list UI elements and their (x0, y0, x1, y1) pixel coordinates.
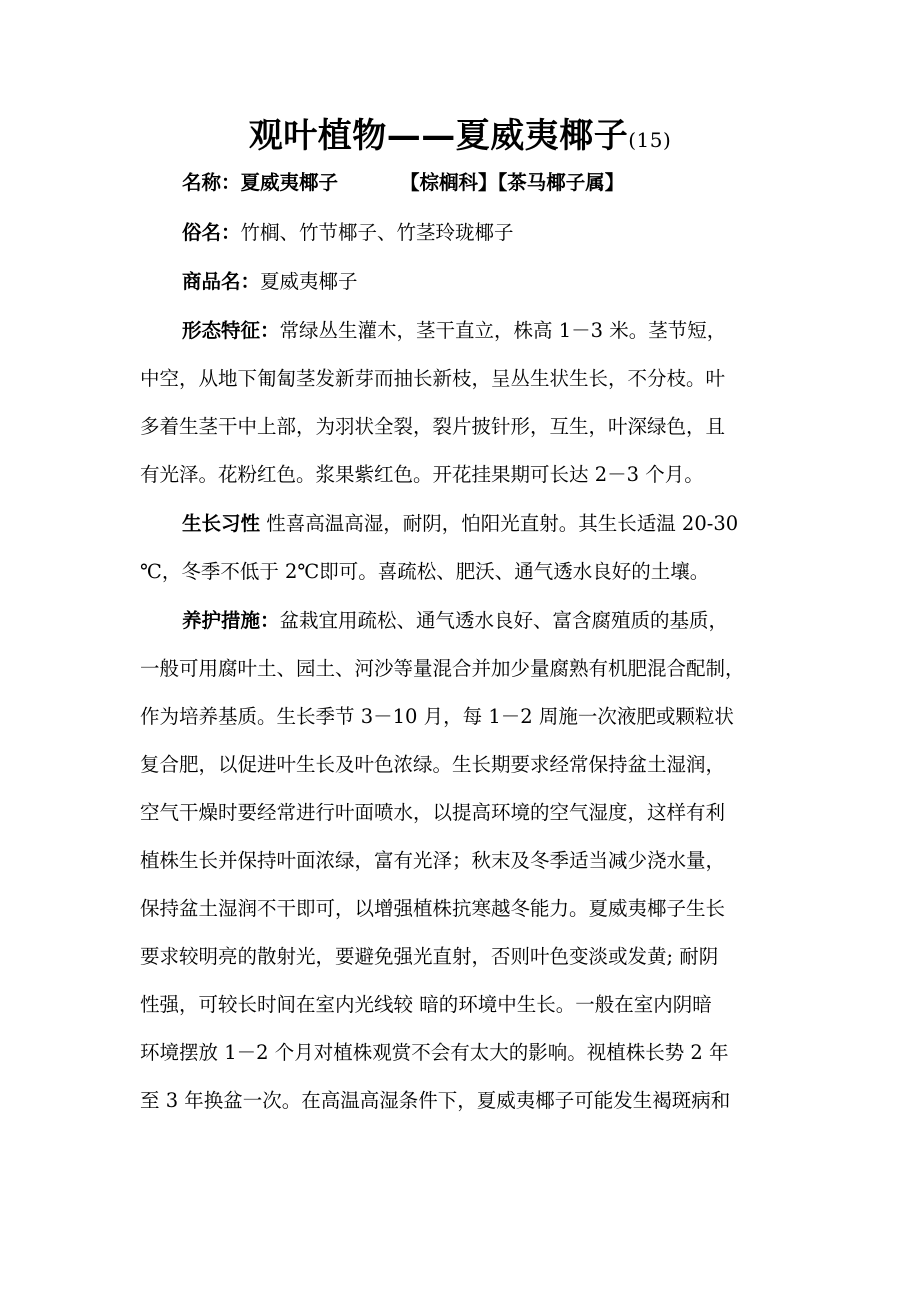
name-label: 名称： (182, 171, 241, 194)
paragraph-line: 保持盆土湿润不干即可，以增强植株抗寒越冬能力。夏威夷椰子生长 (140, 897, 726, 920)
common-names-line (182, 217, 785, 249)
plant-family: 【棕榈科】【茶马椰子属】 (400, 171, 625, 194)
habits-text: 性喜高温高湿，耐阴，怕阳光直射。其生长适温 20-30 (260, 512, 739, 535)
paragraph-line: 环境摆放 1－2 个月对植株观赏不会有太大的影响。视植株长势 2 年 (140, 1041, 729, 1064)
paragraph-line: 植株生长并保持叶面浓绿，富有光泽；秋末及冬季适当减少浇水量， (140, 849, 726, 872)
paragraph-line: ℃，冬季不低于 2℃即可。喜疏松、肥沃、通气透水良好的土壤。 (140, 560, 710, 583)
title-text: 观叶植物——夏威夷椰子 (248, 116, 629, 156)
paragraph-line: 要求较明亮的散射光，要避免强光直射，否则叶色变淡或发黄; 耐阴 (140, 945, 719, 968)
trade-name-value: 夏威夷椰子 (260, 270, 358, 293)
habits-label: 生长习性 (182, 512, 261, 535)
common-names-label: 俗名： (182, 221, 241, 244)
paragraph-line (182, 315, 785, 347)
title-suffix: (15) (628, 128, 672, 152)
paragraph-line: 一般可用腐叶土、园土、河沙等量混合并加少量腐熟有机肥混合配制， (140, 657, 745, 680)
trade-name-line (182, 266, 785, 298)
morphology-label: 形态特征： (182, 319, 280, 342)
paragraph-line: 复合肥，以促进叶生长及叶色浓绿。生长期要求经常保持盆土湿润， (140, 753, 726, 776)
paragraph-line: 性强，可较长时间在室内光线较 暗的环境中生长。一般在室内阴暗 (140, 993, 712, 1016)
name-line (182, 167, 785, 199)
paragraph-line (182, 508, 785, 540)
care-text: 盆栽宜用疏松、通气透水良好、富含腐殖质的基质， (279, 609, 729, 632)
paragraph-line: 作为培养基质。生长季节 3－10 月，每 1－2 周施一次液肥或颗粒状 (140, 705, 734, 728)
paragraph-line: 空气干燥时要经常进行叶面喷水，以提高环境的空气湿度，这样有利 (140, 801, 726, 824)
name-value: 夏威夷椰子 (240, 171, 339, 194)
morphology-text: 常绿丛生灌木，茎干直立，株高 1－3 米。茎节短， (279, 319, 727, 342)
paragraph-line (182, 605, 785, 637)
care-label: 养护措施： (182, 609, 280, 632)
common-names-value: 竹榈、竹节椰子、竹茎玲珑椰子 (240, 221, 514, 244)
paragraph-line: 多着生茎干中上部，为羽状全裂，裂片披针形，互生，叶深绿色，且 (140, 415, 726, 438)
trade-name-label: 商品名： (182, 270, 261, 293)
document-title (0, 112, 920, 164)
paragraph-line: 至 3 年换盆一次。在高温高湿条件下，夏威夷椰子可能发生褐斑病和 (140, 1089, 731, 1112)
paragraph-line: 有光泽。花粉红色。浆果紫红色。开花挂果期可长达 2－3 个月。 (140, 463, 704, 486)
paragraph-line: 中空，从地下匍匐茎发新芽而抽长新枝，呈丛生状生长，不分枝。叶 (140, 367, 726, 390)
